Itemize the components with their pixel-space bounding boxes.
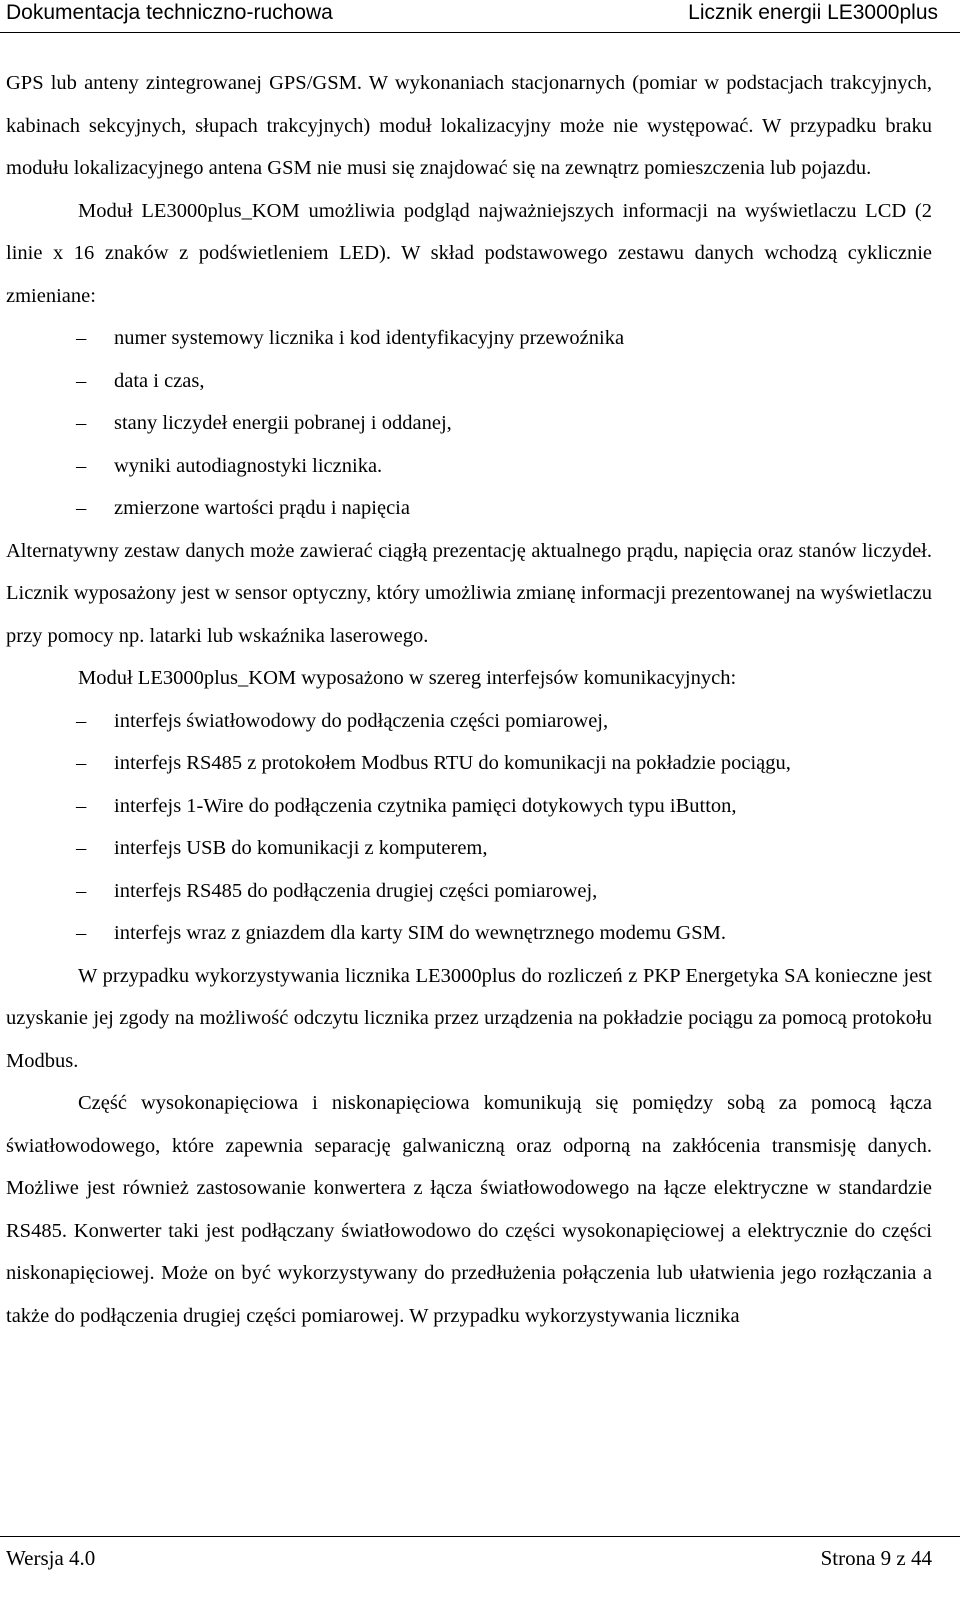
list-item: – interfejs RS485 z protokołem Modbus RTU do komunikacji na pokładzie pociągu,: [6, 742, 932, 785]
header-product-name: Licznik energii LE3000plus: [688, 1, 938, 24]
page-footer: [0, 1536, 960, 1596]
dash-bullet-icon: –: [76, 454, 87, 477]
dash-bullet-icon: –: [76, 369, 87, 392]
lcd-data-list: [6, 317, 932, 530]
footer-version: Wersja 4.0: [6, 1546, 96, 1570]
list-item: – zmierzone wartości prądu i napięcia: [6, 487, 932, 530]
paragraph-alternative-data: Alternatywny zestaw danych może zawierać ciągłą prezentację aktualnego prądu, napięcia oraz stanów liczydeł. Licznik wyposażony jest w sensor optyczny, który umożliwia zmianę informacji prezentowanej na wyświetlaczu przy pomocy np. latarki lub wskaźnika laserowego.: [6, 539, 932, 647]
paragraph-fiber-link: Część wysokonapięciowa i niskonapięciowa komunikują się pomiędzy sobą za pomocą łącza światłowodowego, które zapewnia separację galwaniczną oraz odporną na zakłócenia transmisję danych. Możliwe jest również zastosowanie konwertera z łącza światłowodowego na łącze elektryczne w standardzie RS485. Konwerter taki jest podłączany światłowodowo do części wysokonapięciowej a elektrycznie do części niskonapięciowej. Może on być wykorzystywany do przedłużenia połączenia lub ułatwienia jego rozłączania a także do podłączenia drugiej części pomiarowej. W przypadku wykorzystywania licznika: [6, 1092, 932, 1327]
page-header: [0, 0, 960, 38]
footer-divider: [0, 1536, 960, 1537]
list-item: – interfejs 1-Wire do podłączenia czytnika pamięci dotykowych typu iButton,: [6, 785, 932, 828]
dash-bullet-icon: –: [76, 794, 87, 817]
paragraph-interfaces-intro: Moduł LE3000plus_KOM wyposażono w szereg interfejsów komunikacyjnych:: [78, 667, 737, 689]
list-item: – interfejs wraz z gniazdem dla karty SIM do wewnętrznego modemu GSM.: [6, 912, 932, 955]
list-item: – stany liczydeł energii pobranej i oddanej,: [6, 402, 932, 445]
paragraph-gps: GPS lub anteny zintegrowanej GPS/GSM. W wykonaniach stacjonarnych (pomiar w podstacjach trakcyjnych, kabinach sekcyjnych, słupach trakcyjnych) moduł lokalizacyjny może nie występować. W przypadku braku modułu lokalizacyjnego antena GSM nie musi się znajdować się na zewnątrz pomieszczenia lub pojazdu.: [6, 72, 932, 179]
dash-bullet-icon: –: [76, 497, 87, 519]
header-divider: [0, 32, 960, 33]
list-item: – interfejs RS485 do podłączenia drugiej części pomiarowej,: [6, 870, 932, 913]
paragraph-pkp-energetyka: W przypadku wykorzystywania licznika LE3000plus do rozliczeń z PKP Energetyka SA konieczne jest uzyskanie jej zgody na możliwość odczytu licznika przez urządzenia na pokładzie pociągu za pomocą protokołu Modbus.: [6, 964, 932, 1072]
dash-bullet-icon: –: [76, 922, 87, 944]
dash-bullet-icon: –: [76, 752, 87, 774]
list-item: – interfejs światłowodowy do podłączenia części pomiarowej,: [6, 700, 932, 743]
footer-page-number: Strona 9 z 44: [820, 1546, 932, 1570]
dash-bullet-icon: –: [76, 327, 87, 349]
page-body: [6, 62, 932, 1337]
dash-bullet-icon: –: [76, 412, 87, 434]
list-item: – interfejs USB do komunikacji z komputerem,: [6, 827, 932, 870]
list-item: – data i czas,: [6, 360, 932, 403]
header-document-title: Dokumentacja techniczno-ruchowa: [6, 1, 333, 24]
dash-bullet-icon: –: [76, 837, 87, 859]
paragraph-lcd: Moduł LE3000plus_KOM umożliwia podgląd najważniejszych informacji na wyświetlaczu LCD (2 linie x 16 znaków z podświetleniem LED). W skład podstawowego zestawu danych wchodzą cyklicznie zmieniane:: [6, 199, 932, 307]
list-item: – numer systemowy licznika i kod identyfikacyjny przewoźnika: [6, 317, 932, 360]
list-item: – wyniki autodiagnostyki licznika.: [6, 445, 932, 488]
interfaces-list: [6, 700, 932, 955]
dash-bullet-icon: –: [76, 709, 87, 732]
dash-bullet-icon: –: [76, 879, 87, 902]
